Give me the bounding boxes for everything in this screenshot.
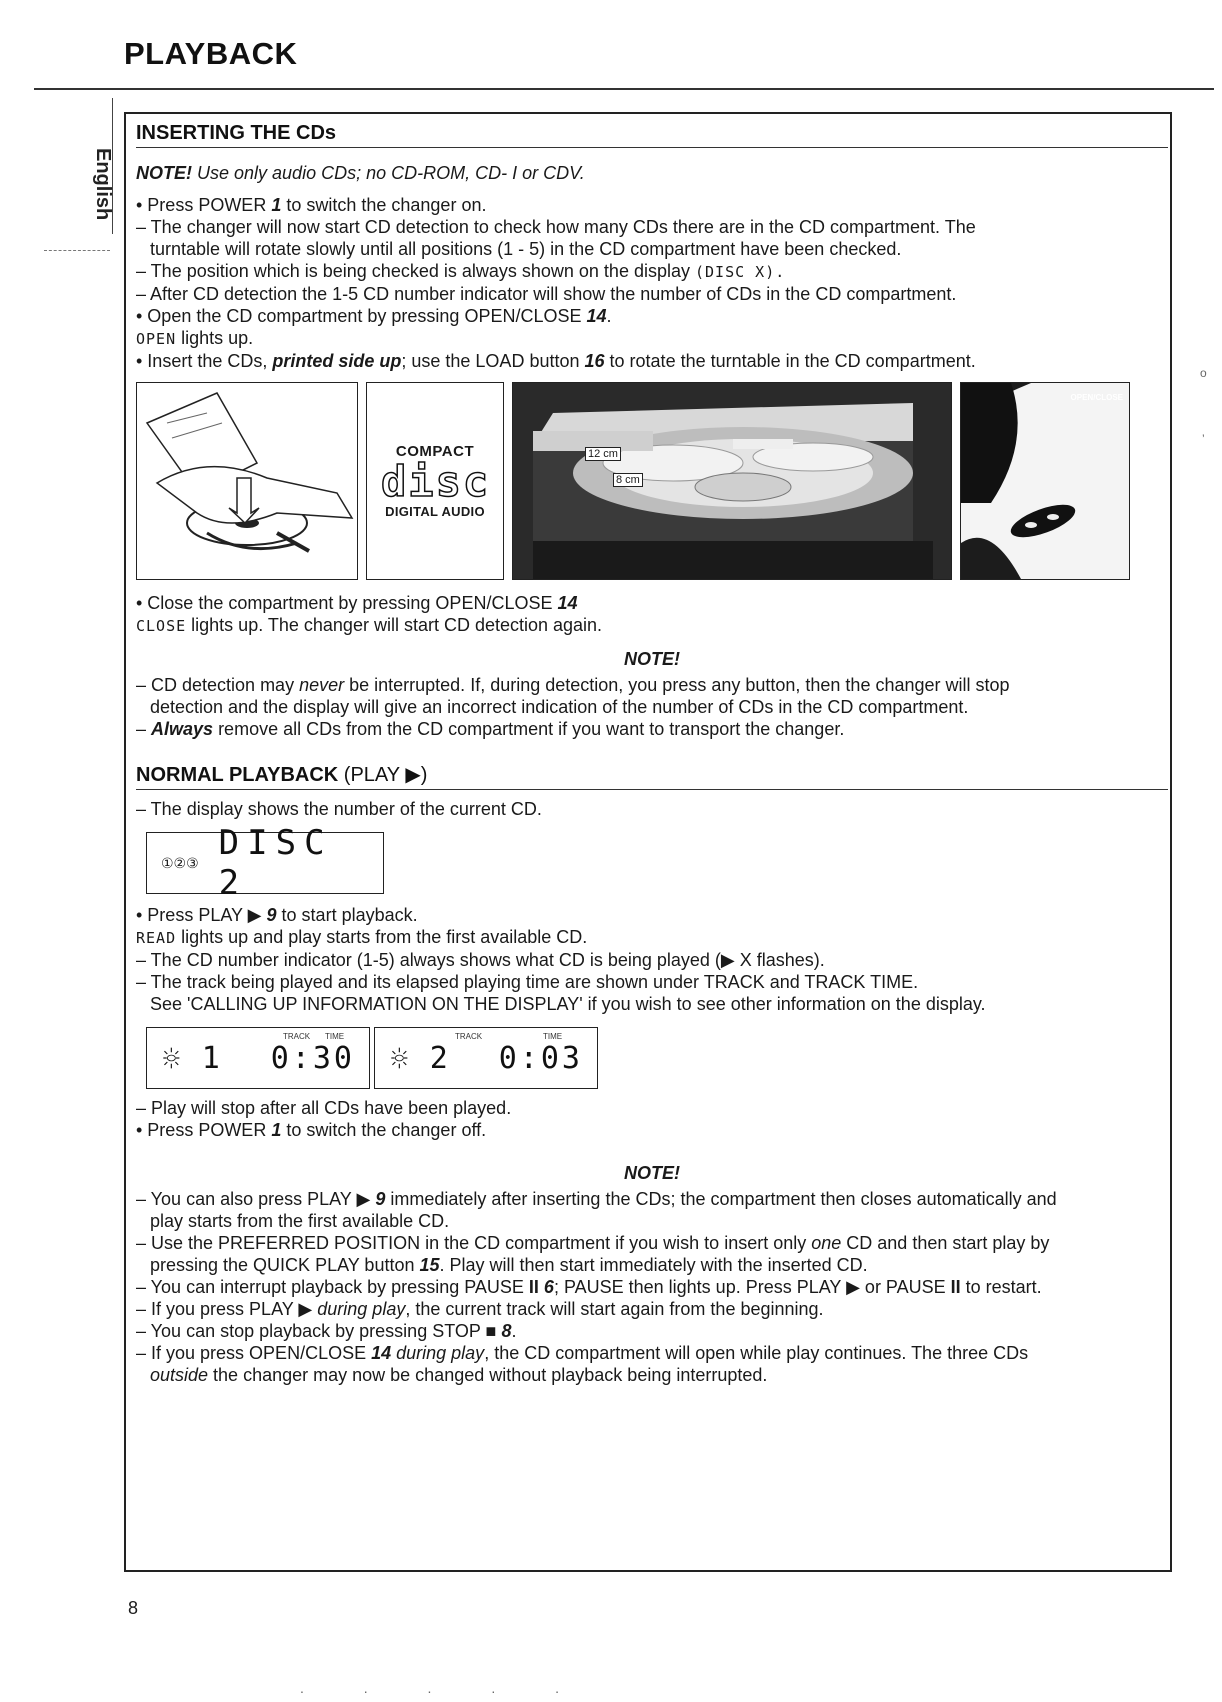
note-line: play starts from the first available CD.: [150, 1211, 450, 1231]
instruction-line: – Play will stop after all CDs have been played.: [136, 1098, 512, 1118]
cd-changer-photo: [512, 382, 952, 580]
language-tab: English: [92, 148, 114, 221]
lcd-display-disc: [146, 823, 384, 903]
note-line: – If you press OPEN/CLOSE 14 during play, the CD compartment will open while play continues. The three CDs: [136, 1343, 1029, 1363]
lcd-time-label: TIME: [325, 1032, 345, 1041]
note-heading: NOTE!: [624, 1163, 680, 1183]
instruction-line: • Press PLAY ▶ 9 to start playback.: [136, 905, 418, 925]
instruction-line: • Insert the CDs, printed side up; use the LOAD button 16 to rotate the turntable in the CD compartment.: [136, 351, 976, 371]
lcd-track-number: 1: [201, 1040, 223, 1076]
compartment-button-photo: [960, 382, 1130, 580]
instruction-line: READ lights up and play starts from the first available CD.: [136, 927, 588, 947]
cd-size-label-12cm: 12 cm: [585, 447, 621, 461]
instruction-line: See 'CALLING UP INFORMATION ON THE DISPLAY' if you wish to see other information on the display.: [150, 994, 986, 1014]
instruction-line: OPEN lights up.: [136, 328, 254, 348]
lcd-display-track-2: [374, 1027, 598, 1089]
section-heading-normal-playback: NORMAL PLAYBACK (PLAY ▶): [136, 762, 1168, 790]
lcd-track-time: 0:03: [498, 1040, 583, 1076]
section-heading-inserting: INSERTING THE CDs: [136, 122, 1168, 148]
note-line: pressing the QUICK PLAY button 15. Play will then start immediately with the inserted CD.: [150, 1255, 868, 1275]
cd-changer-icon: [513, 383, 951, 579]
flashing-disc-icon: [161, 1038, 182, 1078]
instruction-line: turntable will rotate slowly until all positions (1 - 5) in the CD compartment have been checked.: [150, 239, 902, 259]
lcd-track-label: TRACK: [283, 1032, 311, 1041]
flashing-disc-icon: [389, 1038, 410, 1078]
instruction-line: – The position which is being checked is always shown on the display (DISC X).: [136, 261, 786, 281]
logo-top-text: COMPACT: [395, 443, 475, 460]
page-title: PLAYBACK: [124, 36, 298, 71]
note-line: – If you press PLAY ▶ during play, the current track will start again from the beginning.: [136, 1299, 824, 1319]
note-line: detection and the display will give an incorrect indication of the number of CDs in the CD compartment.: [150, 697, 969, 717]
note-line: – You can also press PLAY ▶ 9 immediately after inserting the CDs; the compartment then closes automatically and: [136, 1189, 1057, 1209]
note-heading: NOTE!: [624, 649, 680, 669]
language-tab-dash: [44, 250, 110, 251]
note-line: NOTE! Use only audio CDs; no CD-ROM, CD- I or CDV.: [136, 163, 585, 183]
note-line: – Use the PREFERRED POSITION in the CD compartment if you wish to insert only one CD and then start play by: [136, 1233, 1050, 1253]
lcd-disc-text: DISC 2: [218, 823, 333, 903]
hand-illustration-icon: [137, 383, 357, 579]
note-line: – You can stop playback by pressing STOP ■ 8.: [136, 1321, 517, 1341]
instruction-line: – The changer will now start CD detection to check how many CDs there are in the CD compartment. The: [136, 217, 976, 237]
lcd-display-track-1: [146, 1027, 370, 1089]
page-number: 8: [128, 1598, 139, 1618]
compartment-photo-icon: [961, 383, 1129, 579]
instruction-line: – The CD number indicator (1-5) always shows what CD is being played (▶ X flashes).: [136, 950, 825, 970]
logo-bottom-text: DIGITAL AUDIO: [385, 504, 485, 519]
lcd-display-pair: [146, 1027, 1168, 1089]
note-line: outside the changer may now be changed without playback being interrupted.: [150, 1365, 768, 1385]
instruction-line: • Press POWER 1 to switch the changer off.: [136, 1120, 487, 1140]
lcd-time-label: TIME: [543, 1032, 563, 1041]
instruction-line: – The display shows the number of the current CD.: [136, 799, 542, 819]
instruction-line: CLOSE lights up. The changer will start CD detection again.: [136, 615, 603, 635]
lcd-track-number: 2: [429, 1040, 451, 1076]
open-close-button-label: OPEN/CLOSE: [1070, 393, 1123, 402]
logo-disc-text: disc: [381, 457, 491, 506]
note-line: – CD detection may never be interrupted. If, during detection, you press any button, then the changer will stop: [136, 675, 1010, 695]
main-content: [136, 122, 1168, 1386]
figure-row: [136, 382, 1168, 580]
cd-size-label-8cm: 8 cm: [613, 473, 643, 487]
scan-artifact: . . . . .: [300, 1680, 588, 1696]
lcd-track-time: 0:30: [270, 1040, 355, 1076]
disc-indicator-icon: ①②③: [161, 854, 199, 871]
instruction-line: • Open the CD compartment by pressing OPEN/CLOSE 14.: [136, 306, 612, 326]
instruction-line: • Press POWER 1 to switch the changer on.: [136, 195, 487, 215]
margin-mark: ’: [1202, 432, 1205, 446]
instruction-line: • Close the compartment by pressing OPEN/CLOSE 14: [136, 593, 578, 613]
hand-inserting-cd-illustration: [136, 382, 358, 580]
lcd-track-label: TRACK: [455, 1032, 483, 1041]
note-line: – You can interrupt playback by pressing PAUSE II 6; PAUSE then lights up. Press PLAY ▶ or PAUSE II to restart.: [136, 1277, 1042, 1297]
note-line: – Always remove all CDs from the CD compartment if you want to transport the changer.: [136, 719, 845, 739]
margin-mark: o: [1200, 366, 1207, 380]
compact-disc-logo: [366, 382, 504, 580]
instruction-line: – The track being played and its elapsed playing time are shown under TRACK and TRACK TIME.: [136, 972, 919, 992]
instruction-line: – After CD detection the 1-5 CD number indicator will show the number of CDs in the CD compartment.: [136, 284, 957, 304]
header-rule: [34, 88, 1214, 90]
